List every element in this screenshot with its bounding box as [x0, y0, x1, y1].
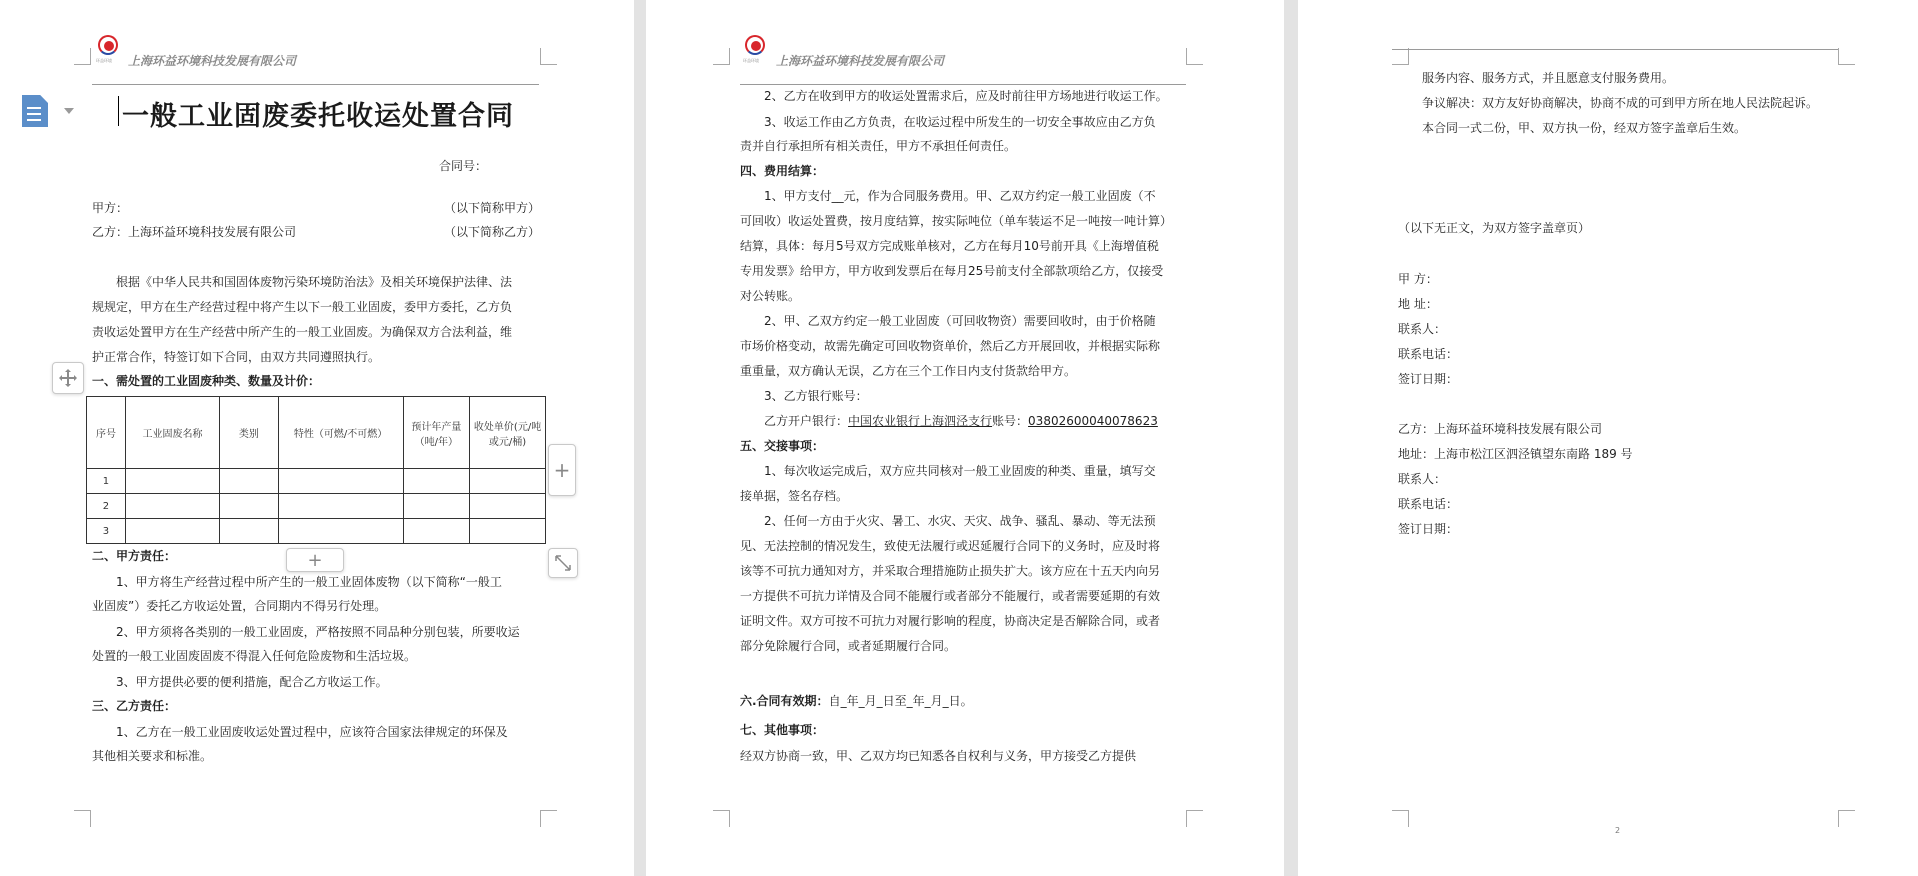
body-line: 处置的一般工业固废固废不得混入任何危险废物和生活垃圾。 — [92, 649, 417, 663]
body-line: 结算，具体：每月5号双方完成账单核对，乙方在每月10号前开具《上海增值税 — [740, 239, 1159, 253]
body-line: 1、甲方支付__元，作为合同服务费用。甲、乙双方约定一般工业固废（不 — [764, 189, 1156, 203]
crop-mark — [1838, 48, 1855, 65]
logo-subtext: 环益环境 — [743, 58, 759, 63]
page-3 — [1298, 0, 1918, 876]
logo-subtext: 环益环境 — [96, 58, 112, 63]
row-number-cell: 2 — [87, 494, 126, 519]
body-line: 见、无法控制的情况发生，致使无法履行或迟延履行合同下的义务时，应及时将 — [740, 539, 1161, 553]
table-header-cell: 序号 — [87, 397, 126, 469]
party-b-note: （以下简称乙方） — [444, 225, 541, 239]
party-b-field: 联系人： — [1398, 472, 1447, 486]
body-line: 对公转账。 — [740, 289, 801, 303]
crop-mark — [1392, 48, 1409, 65]
body-line: 重重量，双方确认无误，乙方在三个工作日内支付货款给甲方。 — [740, 364, 1077, 378]
bank-label: 乙方开户银行： — [764, 414, 849, 428]
page-number: 2 — [1615, 826, 1621, 835]
body-line: 2、任何一方由于火灾、暑工、水灾、天灾、战争、骚乱、暴动、等无法预 — [764, 514, 1156, 528]
page-2 — [646, 0, 1284, 876]
table-move-handle[interactable] — [52, 362, 84, 394]
body-line: 1、乙方在一般工业固废收运处置过程中，应该符合国家法律规定的环保及 — [116, 725, 508, 739]
section-7-heading: 七、其他事项： — [740, 723, 825, 737]
account-number: 03802600040078623 — [1028, 414, 1158, 428]
body-line: 2、甲方须将各类别的一般工业固废，严格按照不同品种分别包装，所要收运 — [116, 625, 520, 639]
document-title: 一般工业固废委托收运处置合同 — [122, 101, 514, 132]
body-line: 专用发票》给甲方，甲方收到发票后在每月25号前支付全部款项给乙方，仅接受 — [740, 264, 1164, 278]
body-line: 业固废”）委托乙方收运处置，合同期内不得另行处理。 — [92, 599, 387, 613]
validity-line — [740, 693, 973, 709]
table-header-cell: 预计年产量（吨/年） — [403, 397, 470, 469]
header-company: 上海环益环境科技发展有限公司 — [128, 54, 297, 68]
section-6-heading: 六.合同有效期： — [740, 694, 829, 708]
body-line: 服务内容、服务方式，并且愿意支付服务费用。 — [1422, 71, 1675, 85]
body-line: 1、每次收运完成后，双方应共同核对一般工业固废的种类、重量，填写交 — [764, 464, 1156, 478]
no-more-text-note: （以下无正文，为双方签字盖章页） — [1398, 221, 1591, 235]
crop-mark — [1186, 810, 1203, 827]
section-2-heading: 二、甲方责任： — [92, 549, 177, 563]
body-line: 接单据，签名存档。 — [740, 489, 849, 503]
body-line: 部分免除履行合同，或者延期履行合同。 — [740, 639, 957, 653]
crop-mark — [1838, 810, 1855, 827]
table-row — [87, 494, 546, 519]
waste-table — [86, 396, 546, 544]
party-b-label: 乙方：上海环益环境科技发展有限公司 — [92, 225, 297, 239]
header-rule — [92, 84, 539, 85]
party-a-field: 联系电话： — [1398, 347, 1459, 361]
section-4-heading: 四、费用结算： — [740, 164, 825, 178]
body-line: 可回收）收运处置费，按月度结算，按实际吨位（单车装运不足一吨按一吨计算） — [740, 214, 1173, 228]
header-rule — [1392, 49, 1838, 50]
party-a-field: 联系人： — [1398, 322, 1447, 336]
validity-value: 自_年_月_日至_年_月_日。 — [828, 694, 973, 708]
bank-name: 中国农业银行上海泗泾支行 — [848, 414, 993, 428]
party-b-field: 地址：上海市松江区泗泾镇望东南路 189 号 — [1398, 447, 1633, 461]
intro-line: 根据《中华人民共和国固体废物污染环境防治法》及相关环境保护法律、法 — [116, 275, 513, 289]
body-line: 争议解决：双方友好协商解决，协商不成的可到甲方所在地人民法院起诉。 — [1422, 96, 1819, 110]
party-a-note: （以下简称甲方） — [444, 201, 541, 215]
body-line: 2、甲、乙双方约定一般工业固废（可回收物资）需要回收时，由于价格随 — [764, 314, 1156, 328]
paste-options-icon[interactable] — [22, 95, 62, 129]
body-line: 3、甲方提供必要的便利措施，配合乙方收运工作。 — [116, 675, 388, 689]
section-1-heading: 一、需处置的工业固废种类、数量及计价： — [92, 374, 321, 388]
party-a-field: 地 址： — [1398, 297, 1438, 311]
table-header-row — [87, 397, 546, 469]
table-row — [87, 469, 546, 494]
section-5-heading: 五、交接事项： — [740, 439, 825, 453]
crop-mark — [74, 48, 91, 65]
body-line: 经双方协商一致，甲、乙双方均已知悉各自权利与义务，甲方接受乙方提供 — [740, 749, 1137, 763]
table-row — [87, 519, 546, 544]
body-line: 本合同一式二份，甲、双方执一份，经双方签字盖章后生效。 — [1422, 121, 1747, 135]
body-line: 市场价格变动，故需先确定可回收物资单价，然后乙方开展回收，并根据实际称 — [740, 339, 1161, 353]
crop-mark — [713, 48, 730, 65]
body-line: 证明文件。双方可按不可抗力对履行影响的程度，协商决定是否解除合同，或者 — [740, 614, 1161, 628]
move-icon — [58, 368, 78, 388]
page-1 — [0, 0, 634, 876]
add-row-button[interactable] — [286, 548, 344, 572]
crop-mark — [1186, 48, 1203, 65]
company-logo-icon — [97, 34, 121, 58]
party-b-field: 签订日期： — [1398, 522, 1459, 536]
table-header-cell: 工业固废名称 — [125, 397, 219, 469]
body-line: 责并自行承担所有相关责任，甲方不承担任何责任。 — [740, 139, 1017, 153]
bank-line — [764, 413, 1158, 429]
body-line: 一方提供不可抗力详情及合同不能履行或者部分不能履行，或者需要延期的有效 — [740, 589, 1161, 603]
plus-icon: + — [553, 458, 571, 482]
header-rule — [740, 84, 1186, 85]
table-resize-handle[interactable] — [548, 548, 578, 578]
party-a-field: 甲 方： — [1398, 272, 1438, 286]
crop-mark — [540, 810, 557, 827]
body-line: 该等不可抗力通知对方，并采取合理措施防止损失扩大。该方应在十五天内向另 — [740, 564, 1161, 578]
body-line: 1、甲方将生产经营过程中所产生的一般工业固体废物（以下简称“一般工 — [116, 575, 502, 589]
crop-mark — [74, 810, 91, 827]
row-number-cell: 3 — [87, 519, 126, 544]
body-line: 3、乙方银行账号： — [764, 389, 868, 403]
crop-mark — [1392, 810, 1409, 827]
party-b-field: 乙方：上海环益环境科技发展有限公司 — [1398, 422, 1603, 436]
crop-mark — [540, 48, 557, 65]
contract-number-label: 合同号： — [439, 159, 488, 173]
intro-line: 规规定，甲方在生产经营过程中将产生以下一般工业固废，委甲方委托，乙方负 — [92, 300, 513, 314]
row-number-cell: 1 — [87, 469, 126, 494]
party-b-field: 联系电话： — [1398, 497, 1459, 511]
body-line: 其他相关要求和标准。 — [92, 749, 213, 763]
plus-icon: + — [307, 549, 323, 571]
chevron-down-icon[interactable] — [64, 108, 74, 114]
add-column-button[interactable] — [548, 444, 576, 496]
party-a-field: 签订日期： — [1398, 372, 1459, 386]
crop-mark — [713, 810, 730, 827]
intro-line: 责收运处置甲方在生产经营中所产生的一般工业固废。为确保双方合法利益，维 — [92, 325, 513, 339]
section-3-heading: 三、乙方责任： — [92, 699, 177, 713]
body-line: 2、乙方在收到甲方的收运处置需求后，应及时前往甲方场地进行收运工作。 — [764, 89, 1168, 103]
body-line: 3、收运工作由乙方负责，在收运过程中所发生的一切安全事故应由乙方负 — [764, 115, 1156, 129]
table-header-cell: 收处单价(元/吨或元/桶) — [470, 397, 546, 469]
party-a-label: 甲方： — [92, 201, 129, 215]
table-header-cell: 类别 — [220, 397, 278, 469]
text-cursor — [118, 96, 119, 126]
intro-line: 护正常合作，特签订如下合同，由双方共同遵照执行。 — [92, 350, 381, 364]
table-header-cell: 特性（可燃/不可燃） — [278, 397, 403, 469]
company-logo-icon — [744, 34, 768, 58]
header-company: 上海环益环境科技发展有限公司 — [776, 54, 945, 68]
resize-icon — [554, 554, 572, 572]
account-label: 账号： — [992, 414, 1029, 428]
